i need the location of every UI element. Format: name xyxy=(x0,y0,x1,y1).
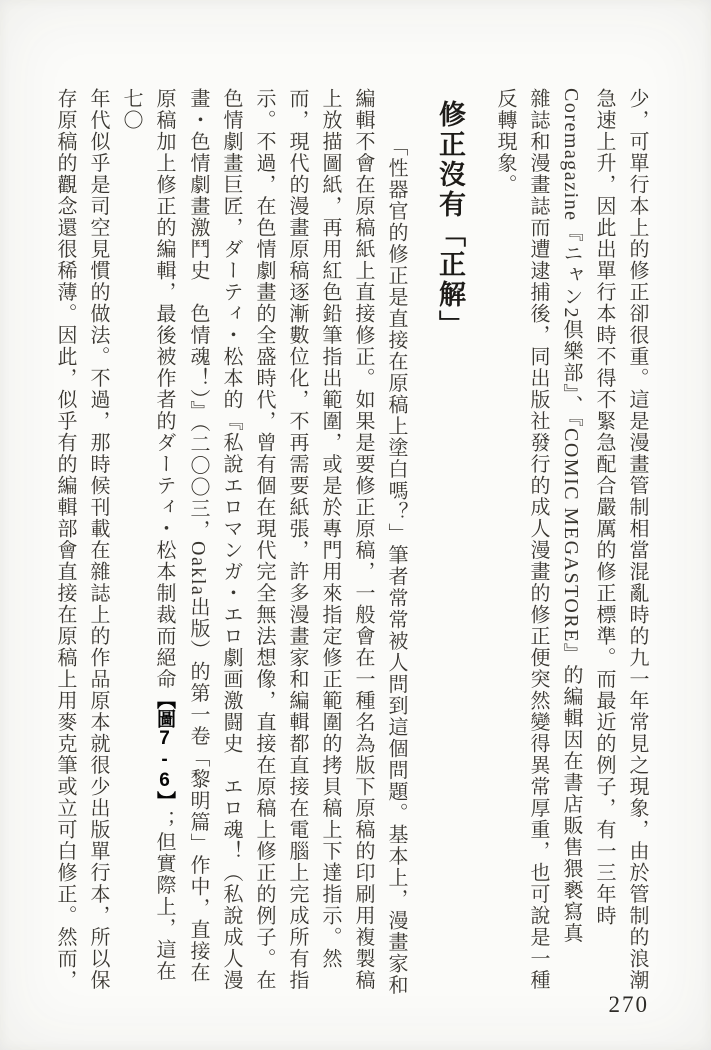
text-column: 示。不過，在色情劇畫的全盛時代，曾有個在現代完全無法想像，直接在原稿上修正的例子。在 xyxy=(253,88,275,991)
page-number: 270 xyxy=(608,992,649,1017)
text-column: 存原稿的觀念還很稀薄。因此，似乎有的編輯部會直接在原稿上用麥克筆或立可白修正。然而， xyxy=(54,88,76,991)
vertical-text-block xyxy=(48,88,653,996)
text-column: 反轉現象。 xyxy=(494,88,516,196)
text-column-with-figure-ref xyxy=(114,88,181,996)
text-column: 少，可單行本上的修正卻很重。這是漫畫管制相當混亂時的九一年常見之現象，由於管制的浪潮 xyxy=(626,88,648,991)
text-column: 雜誌和漫畫誌而遭逮捕後，同出版社發行的成人漫畫的修正便突然變得異常厚重，也可說是一種 xyxy=(527,88,549,991)
text-segment: ；但實際上，這在七〇 xyxy=(120,88,175,982)
text-column: 而，現代的漫畫原稿逐漸數位化，不再需要紙張，許多漫畫家和編輯都直接在電腦上完成所有指 xyxy=(286,88,308,991)
text-segment: 原稿加上修正的編輯，最後被作者的ダーティ・松本制裁而絕命 xyxy=(153,88,175,690)
text-column: 編輯不會在原稿紙上直接修正。如果是要修正原稿，一般會在一種名為版下原稿的印刷用複製稿 xyxy=(352,88,374,991)
figure-reference-7-6: 【圖7-6】 xyxy=(154,690,175,810)
text-column: 急速上升，因此出單行本時不得不緊急配合嚴厲的修正標準。而最近的例子，有一三年時 xyxy=(593,88,615,927)
text-column: 上放描圖紙，再用紅色鉛筆指出範圍，或是於專門用來指定修正範圍的拷貝稿上下達指示。然 xyxy=(319,88,341,970)
text-column: 色情劇畫巨匠，ダーティ・松本的『私說エロマンガ・エロ劇画激闘史 エロ魂！（私說成人漫 xyxy=(220,88,242,991)
text-column: Coremagazine『ニャン2倶樂部』、『COMIC MEGASTORE』的編輯因在書店販售猥褻寫真 xyxy=(560,88,582,944)
section-heading: 修正沒有「正解」 xyxy=(435,100,465,340)
text-column-paragraph-start: 「性器官的修正是直接在原稿上塗白嗎？」筆者常常被人問到這個問題。基本上，漫畫家和 xyxy=(385,136,407,996)
text-column: 年代似乎是司空見慣的做法。不過，那時候刊載在雜誌上的作品原本就很少出版單行本，所以保 xyxy=(87,88,109,991)
text-column: 畫・色情劇畫激鬥史 色情魂！）』（二〇〇三，Oakla出版）的第一卷「黎明篇」作中，直接在 xyxy=(187,88,209,984)
